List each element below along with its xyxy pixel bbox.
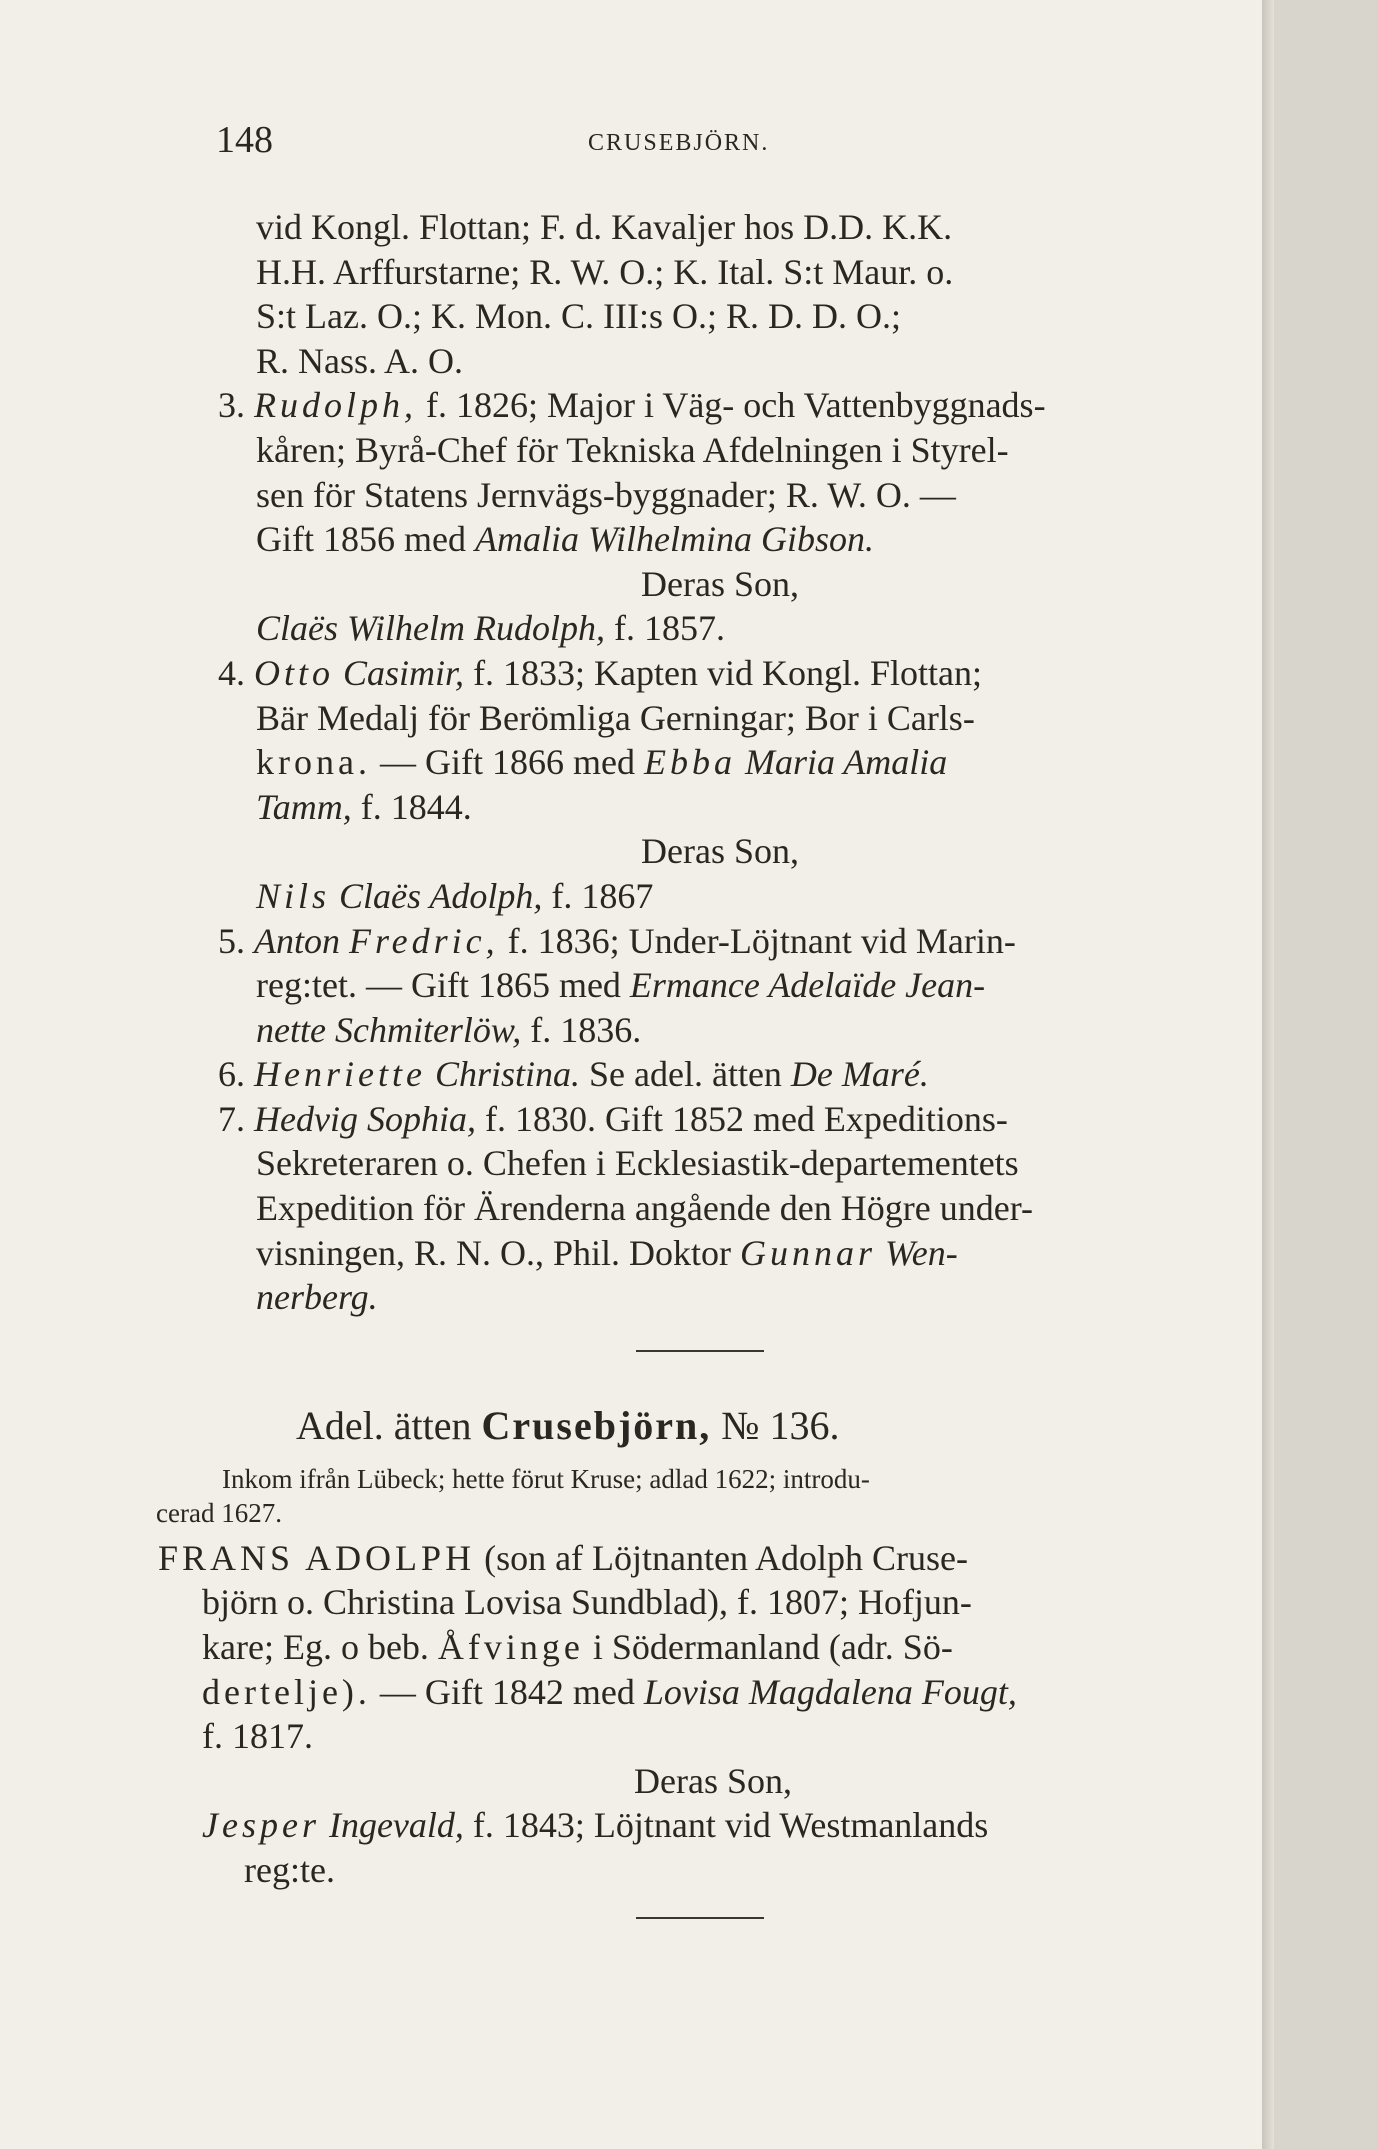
entry-7 <box>218 1097 1224 1320</box>
entry-6 <box>218 1052 1224 1097</box>
text-line: Sekreteraren o. Chefen i Ecklesiastik-departementets <box>256 1143 1019 1184</box>
text-segment: f. 1826; Major i Väg- och Vattenbyggnads- <box>417 385 1046 426</box>
text-segment: Gift 1856 med <box>256 519 475 560</box>
person-name: Casimir, <box>343 652 465 693</box>
text-segment: i Södermanland (adr. Sö- <box>583 1627 953 1668</box>
children-heading: Deras Son, <box>634 1760 792 1801</box>
entry-frans <box>158 1536 1224 1893</box>
spouse-name: Lovisa Magdalena Fougt, <box>643 1671 1017 1712</box>
text-line: f. 1817. <box>202 1716 313 1757</box>
entry-number: 3. <box>218 385 245 426</box>
entry-number: 4. <box>218 652 245 693</box>
text-line <box>202 1670 1224 1715</box>
place-name: Åfvinge <box>437 1627 584 1668</box>
entry-number: 5. <box>218 920 245 961</box>
text-line <box>218 1097 1224 1142</box>
text-line <box>218 383 1224 428</box>
text-line: vid Kongl. Flottan; F. d. Kavaljer hos D.D. K.K. <box>256 207 953 247</box>
text-segment: visningen, R. N. O., Phil. Doktor <box>256 1232 741 1273</box>
text-segment: f. 1830. Gift 1852 med Expeditions- <box>475 1098 1008 1139</box>
text-segment: (son af Löjtnanten Adolph Cruse- <box>475 1537 968 1578</box>
family-intro <box>156 1462 1206 1530</box>
entry-5 <box>218 919 1224 1053</box>
entry-number: 7. <box>218 1098 245 1139</box>
text-line <box>158 1803 1224 1848</box>
text-line <box>256 606 1224 651</box>
person-name: FRANS ADOLPH <box>158 1537 476 1578</box>
text-line: kåren; Byrå-Chef för Tekniska Afdelningen i Styrel- <box>256 429 1009 470</box>
spouse-name: Gunnar <box>740 1232 877 1273</box>
text-segment: Adel. ätten <box>296 1402 482 1448</box>
text-segment: kare; Eg. o beb. <box>202 1627 438 1668</box>
entry-4 <box>218 651 1224 919</box>
spouse-name: Amalia Wilhelmina Gibson. <box>474 519 874 560</box>
continued-paragraph <box>256 205 1224 383</box>
person-name: Christina. <box>425 1054 580 1095</box>
text-line: R. Nass. A. O. <box>256 340 464 381</box>
person-name: Henriette <box>254 1054 426 1095</box>
entry-3 <box>218 383 1224 651</box>
child-name: Nils <box>256 875 331 916</box>
text-segment: f. 1843; Löjtnant vid Westmanlands <box>463 1805 989 1846</box>
spouse-name: Ebba <box>643 742 736 783</box>
child-name: Jesper <box>202 1805 320 1846</box>
child-name: Claës Wilhelm Rudolph, <box>256 608 605 649</box>
page-body <box>156 205 1224 1919</box>
text-segment: — Gift 1866 med <box>370 742 644 783</box>
text-line: sen för Statens Jernvägs-byggnader; R. W. O. — <box>256 474 956 515</box>
text-line: Expedition för Ärenderna angående den Högre under- <box>256 1188 1033 1229</box>
text-segment: reg:tet. — Gift 1865 med <box>256 965 630 1006</box>
running-title: CRUSEBJÖRN. <box>588 130 770 156</box>
text-line <box>256 874 1224 919</box>
cross-reference: De Maré. <box>790 1054 929 1095</box>
text-line <box>256 1275 1224 1320</box>
text-line: H.H. Arffurstarne; R. W. O.; K. Ital. S:t Maur. o. <box>256 251 954 292</box>
text-line <box>256 785 1224 830</box>
entry-number: 6. <box>218 1054 245 1095</box>
text-line <box>202 1625 1224 1670</box>
text-segment: f. 1836; Under-Löjtnant vid Marin- <box>498 920 1016 961</box>
child-name: Ingevald, <box>319 1805 464 1846</box>
text-segment: f. 1844. <box>351 786 472 827</box>
text-line <box>218 1052 1224 1097</box>
text-line: Bär Medalj för Berömliga Gerningar; Bor i Carls- <box>256 697 975 738</box>
spouse-name: Tamm, <box>256 786 352 827</box>
page-header <box>216 118 1216 168</box>
text-line: reg:te. <box>244 1850 335 1890</box>
section-heading <box>296 1402 1224 1462</box>
text-line <box>256 1231 1224 1276</box>
text-segment: f. 1857. <box>604 608 725 649</box>
page-number: 148 <box>216 119 273 161</box>
family-number: № 136. <box>711 1402 840 1448</box>
text-segment: — Gift 1842 med <box>370 1671 644 1712</box>
person-name: Fredric, <box>349 920 499 961</box>
text-segment: f. 1836. <box>521 1009 642 1050</box>
text-line: S:t Laz. O.; K. Mon. C. III:s O.; R. D. D. O.; <box>256 296 901 337</box>
page-edge <box>1262 0 1274 2149</box>
person-name: Otto <box>254 652 335 693</box>
spouse-name: Ermance Adelaïde Jean- <box>629 965 986 1006</box>
child-name: Claës Adolph, <box>330 875 543 916</box>
spouse-name: Wen- <box>876 1232 958 1273</box>
place-name: krona. <box>256 742 371 783</box>
page-background <box>1274 0 1377 2149</box>
children-heading: Deras Son, <box>641 563 799 604</box>
text-segment: Se adel. ätten <box>580 1054 791 1095</box>
section-divider <box>636 1350 764 1352</box>
text-line <box>158 1536 1224 1581</box>
person-name: Hedvig Sophia, <box>254 1098 476 1139</box>
text-segment: f. 1867 <box>542 875 654 916</box>
text-line <box>256 963 1224 1008</box>
text-line <box>256 740 1224 785</box>
text-line: björn o. Christina Lovisa Sundblad), f. 1807; Hofjun- <box>202 1582 972 1623</box>
family-name: Crusebjörn, <box>481 1402 712 1448</box>
text-segment: f. 1833; Kapten vid Kongl. Flottan; <box>464 652 983 693</box>
section-divider <box>636 1917 764 1919</box>
spouse-name: nette Schmiterlöw, <box>256 1009 522 1050</box>
person-name: Anton <box>254 920 340 961</box>
text-line <box>256 517 1224 562</box>
place-name: dertelje). <box>202 1671 371 1712</box>
spouse-name: nerberg. <box>256 1277 378 1318</box>
text-line <box>218 919 1224 964</box>
spouse-name: Maria Amalia <box>735 742 948 783</box>
text-line <box>256 1008 1224 1053</box>
text-line: Inkom ifrån Lübeck; hette förut Kruse; adlad 1622; introdu- <box>222 1463 870 1494</box>
children-heading: Deras Son, <box>641 831 799 872</box>
text-line: cerad 1627. <box>156 1497 282 1528</box>
text-line <box>218 651 1224 696</box>
person-name: Rudolph, <box>254 385 417 426</box>
